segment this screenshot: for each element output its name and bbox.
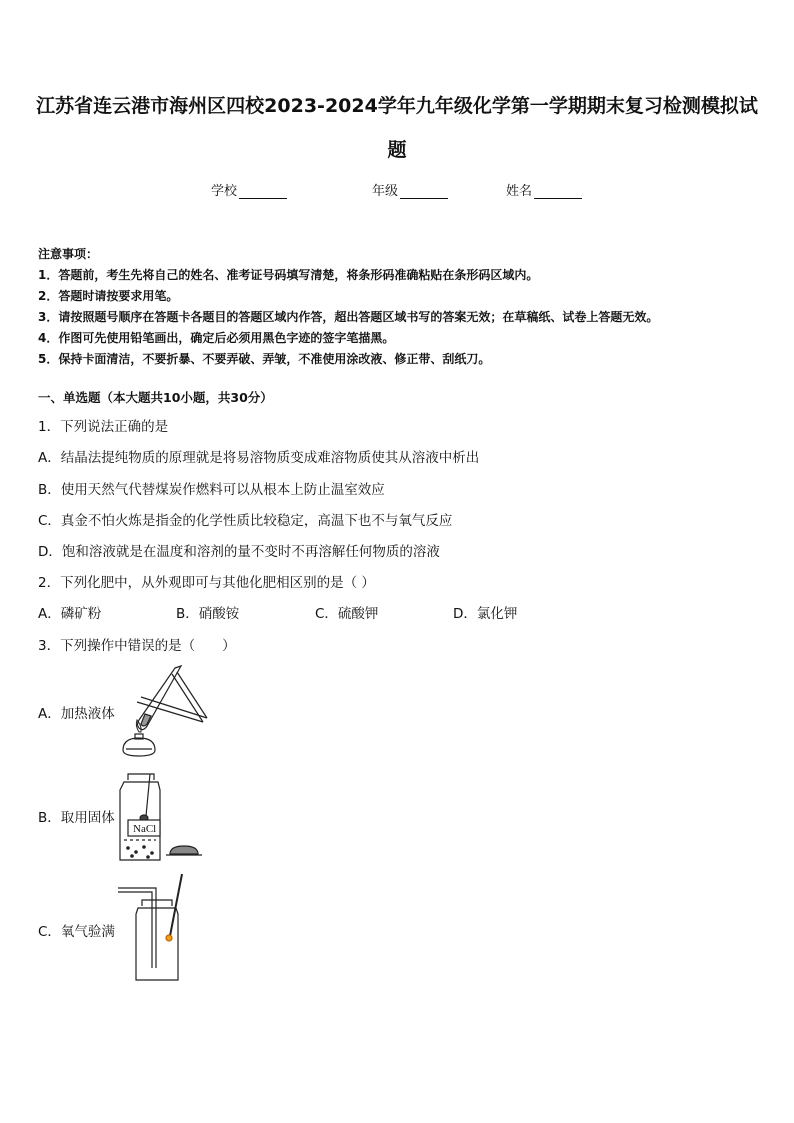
title-line-2: 题 [387, 139, 407, 161]
name-label: 姓名 [506, 184, 533, 199]
question-3-option-a[interactable]: A．加热液体 [38, 706, 115, 722]
question-2-option-d[interactable]: D．氯化钾 [453, 606, 518, 622]
school-label: 学校 [211, 184, 238, 199]
question-1-option-b[interactable]: B．使用天然气代替煤炭作燃料可以从根本上防止温室效应 [38, 482, 385, 498]
notes-block [38, 244, 658, 370]
note-item: 4．作图可先使用铅笔画出，确定后必须用黑色字迹的签字笔描黑。 [38, 331, 395, 345]
question-2-option-c[interactable]: C．硫酸钾 [315, 606, 379, 622]
question-3-stem: 3．下列操作中错误的是（ ） [38, 638, 236, 654]
nacl-label: NaCl [133, 823, 157, 835]
question-1-stem: 1．下列说法正确的是 [38, 419, 169, 435]
question-1-option-d[interactable]: D．饱和溶液就是在温度和溶剂的量不变时不再溶解任何物质的溶液 [38, 544, 440, 560]
question-2-option-b[interactable]: B．硝酸铵 [176, 606, 240, 622]
note-item: 3．请按照题号顺序在答题卡各题目的答题区域内作答，超出答题区域书写的答案无效；在草稿纸、试卷上答题无效。 [38, 310, 659, 324]
section-heading: 一、单选题（本大题共10小题，共30分） [38, 390, 273, 405]
title-line-1: 江苏省连云港市海州区四校2023-2024学年九年级化学第一学期期末复习检测模拟试 [36, 95, 758, 117]
question-3-option-c[interactable]: C．氧气验满 [38, 924, 115, 940]
name-field[interactable] [506, 180, 582, 199]
grade-label: 年级 [372, 184, 399, 199]
note-item: 2．答题时请按要求用笔。 [38, 289, 179, 303]
question-2-stem: 2．下列化肥中，从外观即可与其他化肥相区别的是（ ） [38, 575, 375, 591]
grade-field[interactable] [372, 180, 448, 199]
question-1-option-c[interactable]: C．真金不怕火炼是指金的化学性质比较稳定，高温下也不与氧气反应 [38, 513, 453, 529]
grade-blank[interactable] [400, 184, 448, 199]
question-2-option-a[interactable]: A．磷矿粉 [38, 606, 102, 622]
heating-liquid-illustration [115, 664, 215, 760]
student-info-fields [0, 180, 794, 200]
note-item: 5．保持卡面清洁，不要折暴、不要弄破、弄皱，不准使用涂改液、修正带、刮纸刀。 [38, 352, 491, 366]
question-3-option-b[interactable]: B．取用固体 [38, 810, 115, 826]
school-blank[interactable] [239, 184, 287, 199]
oxygen-full-check-illustration [116, 872, 196, 984]
name-blank[interactable] [534, 184, 582, 199]
question-1-option-a[interactable]: A．结晶法提纯物质的原理就是将易溶物质变成难溶物质使其从溶液中析出 [38, 450, 480, 466]
school-field[interactable] [211, 180, 287, 199]
note-item: 1．答题前，考生先将自己的姓名、准考证号码填写清楚，将条形码准确粘贴在条形码区域内。 [38, 268, 539, 282]
notes-heading: 注意事项： [38, 247, 99, 261]
document-title [30, 84, 764, 172]
take-solid-illustration [114, 770, 204, 866]
